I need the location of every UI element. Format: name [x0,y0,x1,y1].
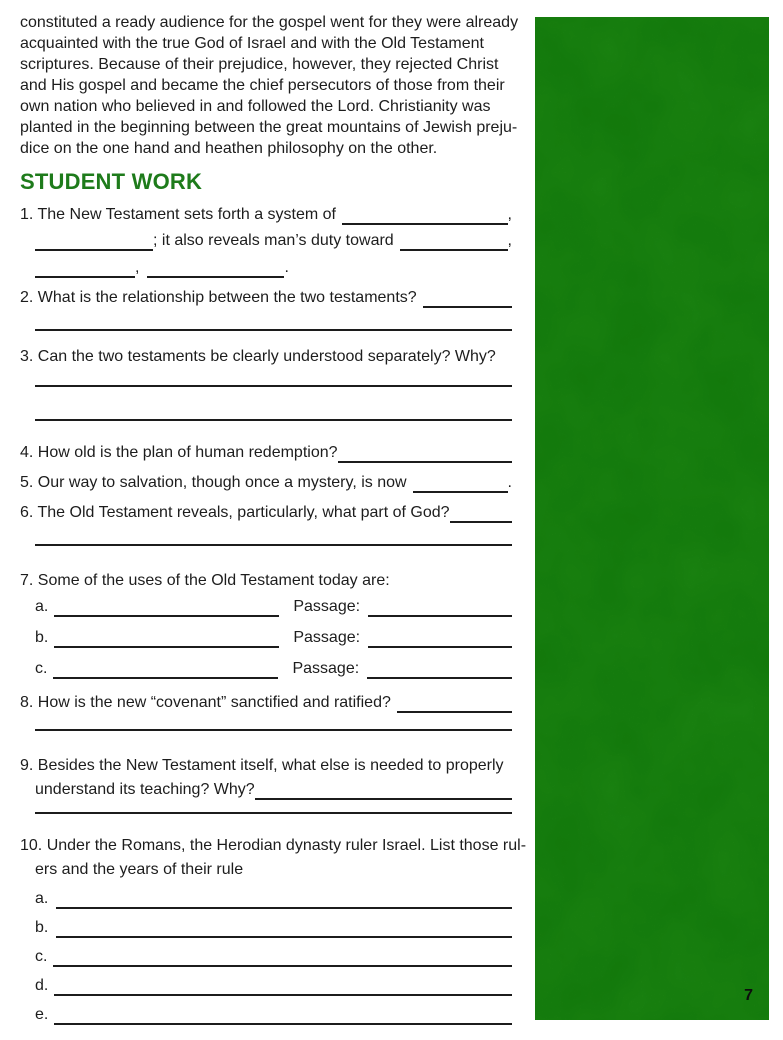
question-3-text: 3. Can the two testaments be clearly understood separately? Why? [20,348,496,365]
question-1-line-3 [35,258,512,278]
punctuation: . [507,474,512,491]
answer-blank [56,921,512,938]
question-9-text-cont: understand its teaching? Why? [35,781,255,798]
passage-label: Passage: [293,629,361,646]
question-6-answer-line [35,529,512,546]
answer-blank [56,892,512,909]
answer-blank [255,783,512,800]
question-4-line-1 [20,443,512,463]
question-4-text: 4. How old is the plan of human redemption? [20,444,338,461]
answer-blank [400,234,508,251]
question-6-text: 6. The Old Testament reveals, particularly, what part of God? [20,504,450,521]
answer-blank [35,714,512,731]
question-3-answer-line [35,404,512,421]
question-10-line-1 [20,836,527,856]
answer-blank [35,800,512,814]
answer-blank [450,506,512,523]
question-2-answer-line [35,314,512,331]
question-1-line-1 [20,205,512,225]
question-10-item-a [35,889,512,909]
question-9-line-2 [35,780,512,800]
question-7-item-c [35,659,512,679]
punctuation: , [135,259,140,276]
punctuation: . [284,259,289,276]
question-3-line-1 [20,347,512,367]
answer-blank [35,370,512,387]
intro-line: planted in the beginning between the great mountains of Jewish preju- [20,119,518,136]
question-5-line-1 [20,473,512,493]
answer-blank [342,208,508,225]
item-letter: b. [35,629,49,646]
question-6-line-1 [20,503,512,523]
question-8-answer-line [35,714,512,731]
question-5-text: 5. Our way to salvation, though once a mystery, is now [20,474,407,491]
question-2-text: 2. What is the relationship between the two testaments? [20,289,417,306]
question-10-text-cont: ers and the years of their rule [35,861,244,878]
answer-blank [35,234,153,251]
question-7-item-a [35,597,512,617]
intro-paragraph [20,12,519,159]
answer-blank [35,404,512,421]
answer-blank [54,979,512,996]
answer-blank [54,600,279,617]
passage-label: Passage: [293,598,361,615]
question-7-text: 7. Some of the uses of the Old Testament today are: [20,572,390,589]
answer-blank [368,600,512,617]
answer-blank [53,950,512,967]
intro-line: and His gospel and became the chief persecutors of those from their [20,77,505,94]
answer-blank [423,291,512,308]
question-10-item-c [35,947,512,967]
item-letter: c. [35,660,48,677]
item-letter: b. [35,919,49,936]
item-letter: a. [35,890,49,907]
question-9-answer-line [35,800,512,814]
question-10-line-2 [35,860,512,880]
intro-line: own nation who believed in and followed the Lord. Christianity was [20,98,491,115]
question-9-text: 9. Besides the New Testament itself, what else is needed to properly [20,757,504,774]
question-7-line-1 [20,571,512,591]
answer-blank [367,662,512,679]
question-10-item-d [35,976,512,996]
page-number: 7 [744,987,753,1004]
punctuation: , [507,232,512,249]
item-letter: c. [35,948,48,965]
page-content [20,0,527,1025]
answer-blank [338,446,512,463]
question-10-text: 10. Under the Romans, the Herodian dynasty ruler Israel. List those rul- [20,837,527,854]
answer-blank [35,261,135,278]
green-sidebar [535,17,769,1020]
answer-blank [35,314,512,331]
question-1-text-cont: ; it also reveals man’s duty toward [153,232,394,249]
answer-blank [147,261,284,278]
question-8-line-1 [20,693,512,713]
question-2-line-1 [20,288,512,308]
intro-line: dice on the one hand and heathen philosophy on the other. [20,140,438,157]
question-3-answer-line [35,370,512,387]
passage-label: Passage: [292,660,360,677]
question-10-item-b [35,918,512,938]
question-1-line-2 [35,231,512,251]
answer-blank [35,529,512,546]
item-letter: a. [35,598,49,615]
intro-line: constituted a ready audience for the gospel went for they were already [20,14,519,31]
intro-line: acquainted with the true God of Israel and with the Old Testament [20,35,484,52]
answer-blank [54,631,279,648]
question-9-line-1 [20,756,512,776]
paper-texture [535,17,769,1020]
item-letter: d. [35,977,49,994]
intro-line: scriptures. Because of their prejudice, however, they rejected Christ [20,56,499,73]
question-8-text: 8. How is the new “covenant” sanctified and ratified? [20,694,391,711]
answer-blank [368,631,512,648]
answer-blank [413,476,508,493]
answer-blank [397,696,512,713]
question-7-item-b [35,628,512,648]
punctuation: , [507,206,512,223]
answer-blank [54,1008,512,1025]
answer-blank [53,662,278,679]
student-work-heading: STUDENT WORK [20,169,203,194]
item-letter: e. [35,1006,49,1023]
question-1-text: 1. The New Testament sets forth a system of [20,206,336,223]
question-10-item-e [35,1005,512,1025]
